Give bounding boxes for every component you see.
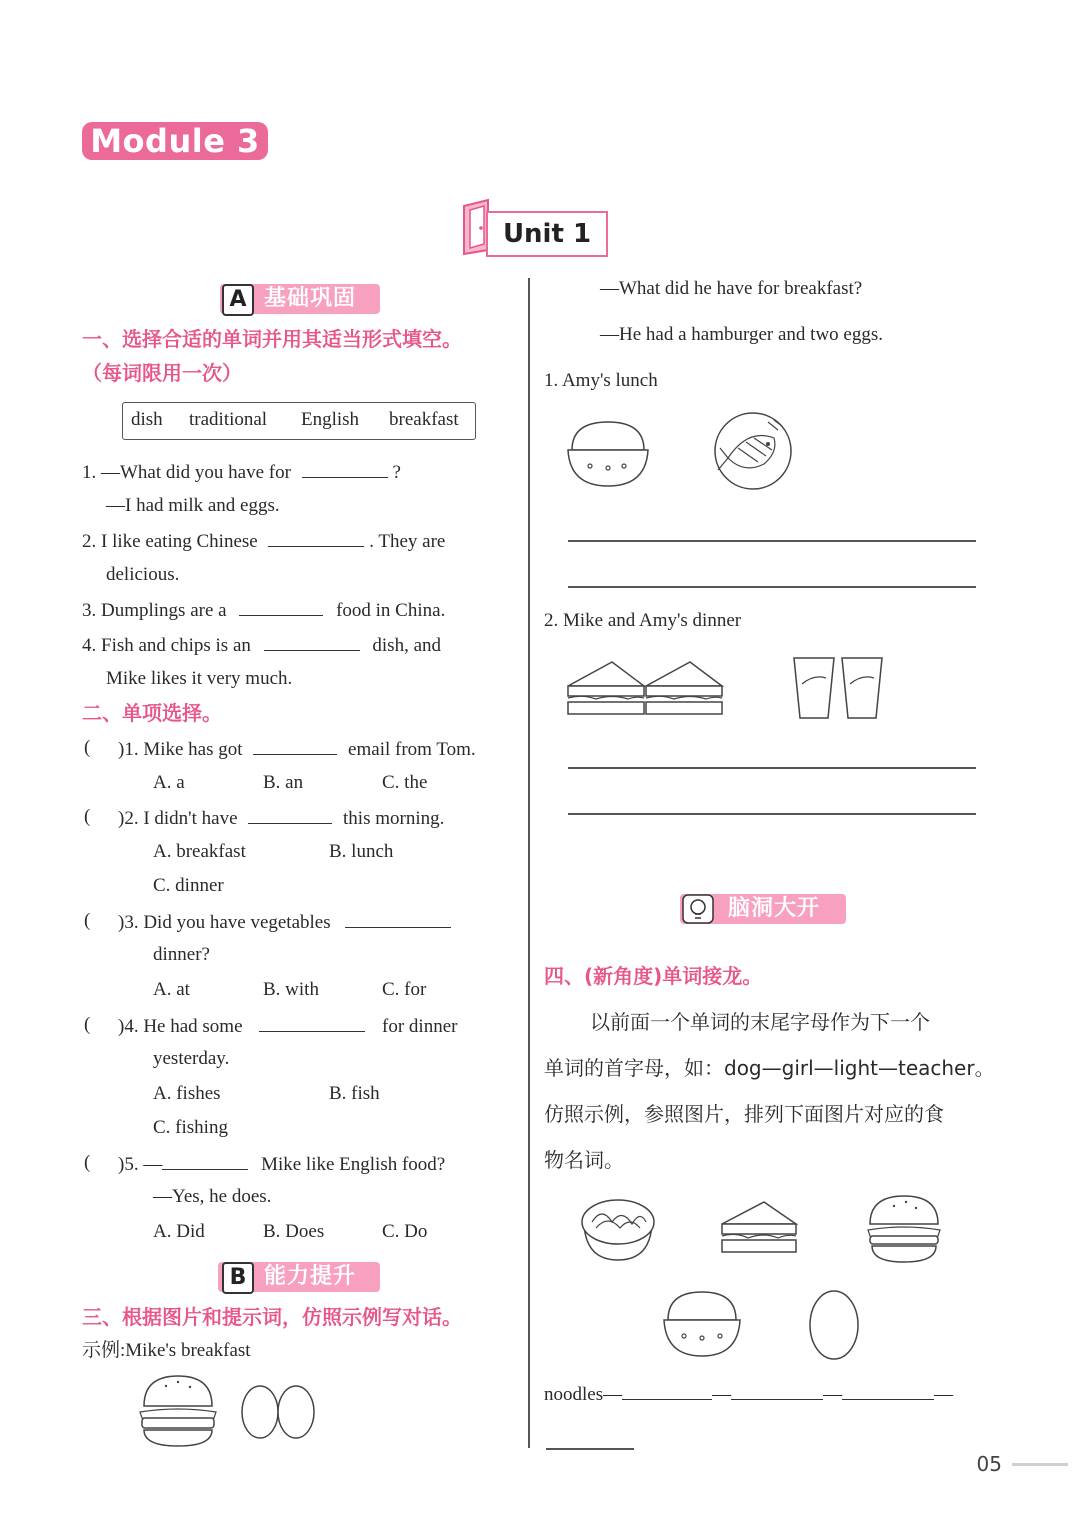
option-c[interactable]: C. the (382, 772, 428, 793)
answer-line[interactable] (568, 767, 976, 769)
word-bank-item: breakfast (389, 409, 459, 430)
choice-paren[interactable]: ( (84, 806, 91, 827)
section-b-letter: B (222, 1262, 254, 1294)
dialogue-item-2: 2. Mike and Amy's dinner (544, 610, 742, 631)
item-text: food in China. (336, 600, 446, 621)
lightbulb-icon (682, 894, 714, 924)
word-bank-item: English (301, 409, 360, 430)
column-divider (528, 278, 530, 1448)
section-b-title: 能力提升 (264, 1264, 357, 1289)
answer-blank[interactable] (622, 1381, 712, 1400)
word-bank-item: traditional (189, 409, 268, 430)
section-a-letter: A (222, 284, 254, 316)
noodles-bowl-icon (578, 1194, 658, 1266)
option-c[interactable]: C. dinner (153, 875, 224, 896)
choice-question-3-cont: dinner? (153, 944, 210, 965)
item-number: 3. (82, 600, 97, 621)
answer-line[interactable] (568, 540, 976, 542)
option-b[interactable]: B. lunch (329, 841, 394, 862)
egg-icon (806, 1288, 862, 1362)
answer-blank[interactable] (546, 1448, 634, 1450)
item-text: Dumplings are a (101, 600, 227, 621)
dialogue-item-1: 1. Amy's lunch (544, 370, 658, 391)
word-bank (122, 402, 476, 440)
fish-plate-icon (708, 408, 798, 494)
question-number: )3. (118, 912, 139, 933)
option-b[interactable]: B. fish (329, 1083, 380, 1104)
option-b[interactable]: B. with (263, 979, 319, 1000)
fill-item-1-answer: —I had milk and eggs. (106, 495, 280, 516)
section-c-title: 脑洞大开 (728, 896, 821, 921)
rice-bowl-icon (562, 416, 654, 492)
hamburger-icon (864, 1192, 944, 1266)
instruction-line: 物名词。 (544, 1148, 624, 1172)
item-number: 4. (82, 635, 97, 656)
item-number: 2. (82, 531, 97, 552)
item-text: dish, and (372, 635, 441, 656)
answer-blank[interactable] (345, 909, 451, 928)
choice-question-1 (118, 736, 476, 762)
item-number: 1. (82, 462, 97, 483)
fill-item-3 (82, 597, 445, 623)
question-text: email from Tom. (348, 739, 476, 760)
option-b[interactable]: B. Does (263, 1221, 325, 1242)
question-number: )2. (118, 808, 139, 829)
option-a[interactable]: A. a (153, 772, 185, 793)
page-number-rule (1012, 1463, 1068, 1466)
item-text: —What did you have for (101, 462, 291, 483)
start-word: noodles— (544, 1384, 623, 1405)
option-b[interactable]: B. an (263, 772, 304, 793)
part4-heading: 四、(新角度)单词接龙。 (544, 964, 763, 988)
answer-line[interactable] (568, 813, 976, 815)
question-text: for dinner (382, 1016, 458, 1037)
question-text: Did you have vegetables (143, 912, 331, 933)
answer-blank[interactable] (842, 1381, 934, 1400)
choice-question-5 (118, 1151, 445, 1177)
answer-blank[interactable] (302, 459, 388, 478)
question-number: )1. (118, 739, 139, 760)
question-text: this morning. (343, 808, 445, 829)
option-c[interactable]: C. for (382, 979, 427, 1000)
option-a[interactable]: A. breakfast (153, 841, 246, 862)
fill-item-2 (82, 528, 445, 554)
page-number: 05 (976, 1452, 1002, 1476)
hamburger-icon (136, 1372, 220, 1452)
section-a-title: 基础巩固 (264, 286, 357, 311)
answer-blank[interactable] (731, 1381, 823, 1400)
sandwich-icon (718, 1198, 802, 1260)
item-text: . They are (369, 531, 446, 552)
option-a[interactable]: A. at (153, 979, 190, 1000)
question-text: — (143, 1154, 163, 1175)
fill-item-1 (82, 459, 401, 485)
choice-question-2 (118, 805, 444, 831)
example-answer: —He had a hamburger and two eggs. (600, 324, 883, 345)
choice-question-3 (118, 909, 451, 935)
choice-question-4 (118, 1013, 457, 1039)
answer-line[interactable] (568, 586, 976, 588)
unit-title: Unit 1 (486, 211, 608, 257)
answer-blank[interactable] (268, 528, 364, 547)
question-number: )4. (118, 1016, 139, 1037)
option-c[interactable]: C. fishing (153, 1117, 228, 1138)
item-text: ? (392, 462, 401, 483)
sandwich-icon (562, 656, 728, 720)
part1-heading: 一、选择合适的单词并用其适当形式填空。 (82, 327, 462, 351)
chain-dash: — (712, 1384, 732, 1405)
fill-item-4 (82, 632, 441, 658)
choice-paren[interactable]: ( (84, 737, 91, 758)
answer-blank[interactable] (239, 597, 323, 616)
example-label: 示例:Mike's breakfast (82, 1340, 251, 1361)
question-text: I didn't have (143, 808, 238, 829)
question-text: He had some (143, 1016, 243, 1037)
instruction-line: 以前面一个单词的末尾字母作为下一个 (590, 1010, 930, 1034)
part2-heading: 二、单项选择。 (82, 701, 222, 725)
chain-dash: — (823, 1384, 843, 1405)
answer-blank[interactable] (264, 632, 360, 651)
rice-bowl-icon (660, 1288, 744, 1360)
question-text: Mike like English food? (261, 1154, 446, 1175)
question-number: )5. (118, 1154, 139, 1175)
choice-paren[interactable]: ( (84, 1014, 91, 1035)
choice-paren[interactable]: ( (84, 1152, 91, 1173)
word-bank-item: dish (131, 409, 163, 430)
answer-blank[interactable] (248, 805, 332, 824)
choice-paren[interactable]: ( (84, 910, 91, 931)
choice-question-4-cont: yesterday. (153, 1048, 230, 1069)
answer-blank[interactable] (259, 1013, 365, 1032)
question-text: Mike has got (143, 739, 243, 760)
egg-icon (236, 1384, 320, 1442)
fill-item-4-cont: Mike likes it very much. (106, 668, 293, 689)
fill-item-2-cont: delicious. (106, 564, 180, 585)
option-a[interactable]: A. Did (153, 1221, 205, 1242)
chain-dash: — (934, 1384, 954, 1405)
option-a[interactable]: A. fishes (153, 1083, 221, 1104)
option-c[interactable]: C. Do (382, 1221, 428, 1242)
part3-heading: 三、根据图片和提示词，仿照示例写对话。 (82, 1305, 462, 1329)
example-question: —What did he have for breakfast? (600, 278, 863, 299)
item-text: Fish and chips is an (101, 635, 251, 656)
word-chain (544, 1381, 953, 1407)
answer-blank[interactable] (162, 1151, 248, 1170)
answer-blank[interactable] (253, 736, 337, 755)
drink-glasses-icon (788, 654, 888, 724)
instruction-line: 单词的首字母，如：dog—girl—light—teacher。 (544, 1056, 995, 1080)
item-text: I like eating Chinese (101, 531, 258, 552)
instruction-line: 仿照示例，参照图片，排列下面图片对应的食 (544, 1102, 944, 1126)
part1-heading-note: （每词限用一次） (82, 361, 242, 385)
module-title: Module 3 (82, 122, 268, 160)
choice-question-5-cont: —Yes, he does. (153, 1186, 272, 1207)
